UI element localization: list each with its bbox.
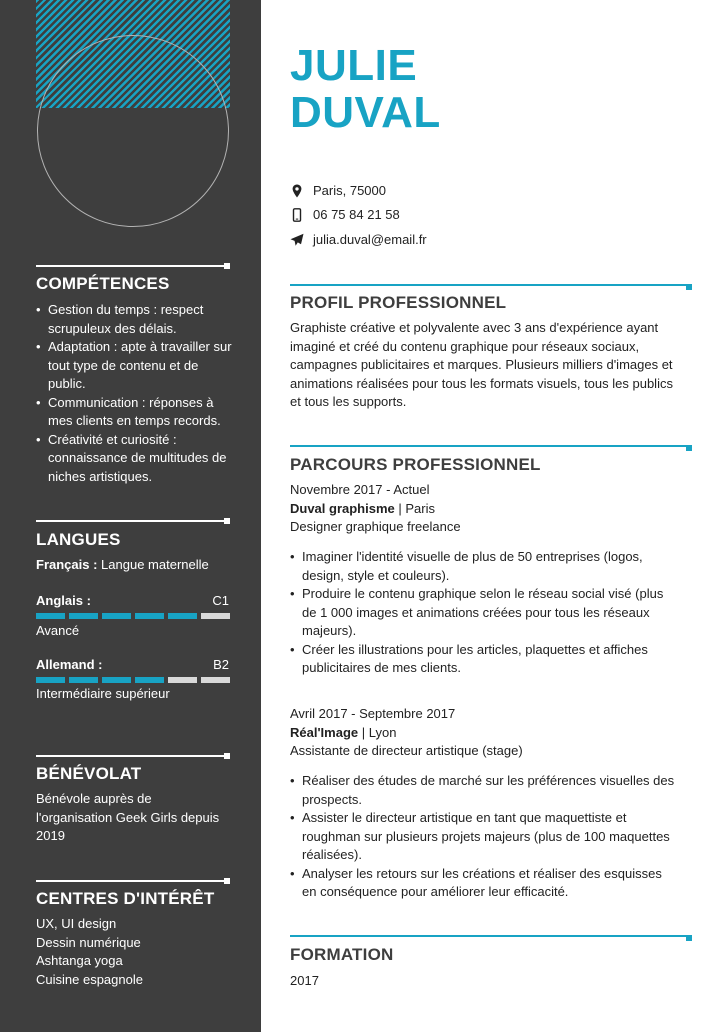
sidebar [0,0,261,1032]
list-item: • Analyser les retours sur les créations et réaliser des esquisses en conséquence pour améliorer leur efficacité. [290,865,700,902]
job-bullets [290,772,700,902]
list-item: • Réaliser des études de marché sur les préférences visuelles des prospects. [290,772,700,809]
list-item: • Assister le directeur artistique en tant que maquettiste et roughman sur plusieurs projets majeurs (plus de 100 maquettes réalisées). [290,809,700,865]
text-line: et tous les supports. [290,394,407,409]
language-desc: Avancé [36,623,80,638]
contact-phone [290,207,400,222]
profile-text [290,319,695,412]
native-language [36,556,209,575]
level-segment [36,677,65,683]
section-divider [36,755,224,757]
language-name: Allemand : [36,657,103,672]
level-segment [168,677,197,683]
level-segment [168,613,197,619]
candidate-name [290,42,441,136]
level-segment [69,613,98,619]
level-segment [36,613,65,619]
section-divider [36,520,224,522]
level-segment [135,677,164,683]
level-bar-english [36,613,230,619]
section-divider [36,880,224,882]
native-language-name: Français : [36,557,98,572]
job-header [290,481,695,537]
language-level: C1 [212,593,229,608]
address-text: Paris, 75000 [313,183,386,198]
photo-frame [37,35,229,227]
job-company: Duval graphisme [290,500,395,516]
profile-title: PROFIL PROFESSIONNEL [290,293,507,312]
list-item: • Créativité et curiosité : connaissance de multitudes de niches artistiques. [36,431,236,487]
volunteer-text [36,790,219,846]
list-item: • Adaptation : apte à travailler sur tout type de contenu et de public. [36,338,236,394]
text-line: imaginé et créé du contenu graphique pour réseaux sociaux, [290,338,640,354]
education-year: 2017 [290,973,319,988]
text-line: campagnes publicitaires et marques. Plusieurs milliers d'images et [290,357,673,372]
email-text: julia.duval@email.fr [313,232,427,247]
language-name: Anglais : [36,593,91,608]
section-divider [290,445,686,447]
interests-list [36,915,143,989]
map-pin-icon [290,184,304,198]
phone-text: 06 75 84 21 58 [313,207,400,222]
text-line: 2019 [36,828,65,843]
experience-title: PARCOURS PROFESSIONNEL [290,455,541,474]
job-company-line [290,500,695,519]
section-divider [36,265,224,267]
job-role: Designer graphique freelance [290,519,461,534]
job-company-line [290,724,695,743]
list-item: • Produire le contenu graphique selon le réseau social visé (plus de 1 000 images et animations créées pour tous les réseaux majeurs). [290,585,700,641]
level-segment [69,677,98,683]
language-desc: Intermédiaire supérieur [36,686,170,701]
smartphone-icon [290,208,304,222]
job-bullets [290,548,700,678]
job-dates: Novembre 2017 - Actuel [290,482,430,497]
list-item: Dessin numérique [36,934,141,950]
job-location: | Lyon [358,724,397,740]
native-language-desc: Langue maternelle [101,557,209,572]
list-item: Ashtanga yoga [36,953,123,968]
last-name: DUVAL [290,88,441,137]
level-segment [201,677,230,683]
contact-email [290,232,427,247]
job-dates: Avril 2017 - Septembre 2017 [290,706,456,721]
skills-list [36,301,236,486]
education-title: FORMATION [290,945,394,964]
language-row-german [36,657,229,672]
language-level: B2 [213,657,229,672]
text-line: animations réalisées pour tous les formats visuels, tous les publics [290,375,673,391]
volunteer-title: BÉNÉVOLAT [36,764,142,783]
level-bar-german [36,677,230,683]
contact-address [290,183,386,198]
interests-title: CENTRES D'INTÉRÊT [36,889,215,908]
languages-title: LANGUES [36,530,121,549]
section-divider [290,935,686,937]
language-row-english [36,593,229,608]
job-role: Assistante de directeur artistique (stage) [290,743,523,758]
skills-title: COMPÉTENCES [36,274,170,293]
section-divider [290,284,686,286]
text-line: l'organisation Geek Girls depuis [36,809,220,825]
level-segment [102,613,131,619]
list-item: • Imaginer l'identité visuelle de plus de 50 entreprises (logos, design, style et couleurs). [290,548,700,585]
first-name: JULIE [290,41,418,90]
level-segment [135,613,164,619]
list-item: Cuisine espagnole [36,971,143,987]
job-location: | Paris [394,500,435,516]
job-header [290,705,695,761]
list-item: UX, UI design [36,916,117,931]
text-line: Bénévole auprès de [36,791,152,806]
level-segment [201,613,230,619]
list-item: • Créer les illustrations pour les articles, plaquettes et affiches publicitaires de mes clients. [290,641,700,678]
list-item: • Gestion du temps : respect scrupuleux des délais. [36,301,236,338]
paper-plane-icon [290,233,304,247]
level-segment [102,677,131,683]
job-company: Réal'Image [290,724,359,740]
list-item: • Communication : réponses à mes clients en temps records. [36,394,236,431]
text-line: Graphiste créative et polyvalente avec 3 ans d'expérience ayant [290,320,659,335]
